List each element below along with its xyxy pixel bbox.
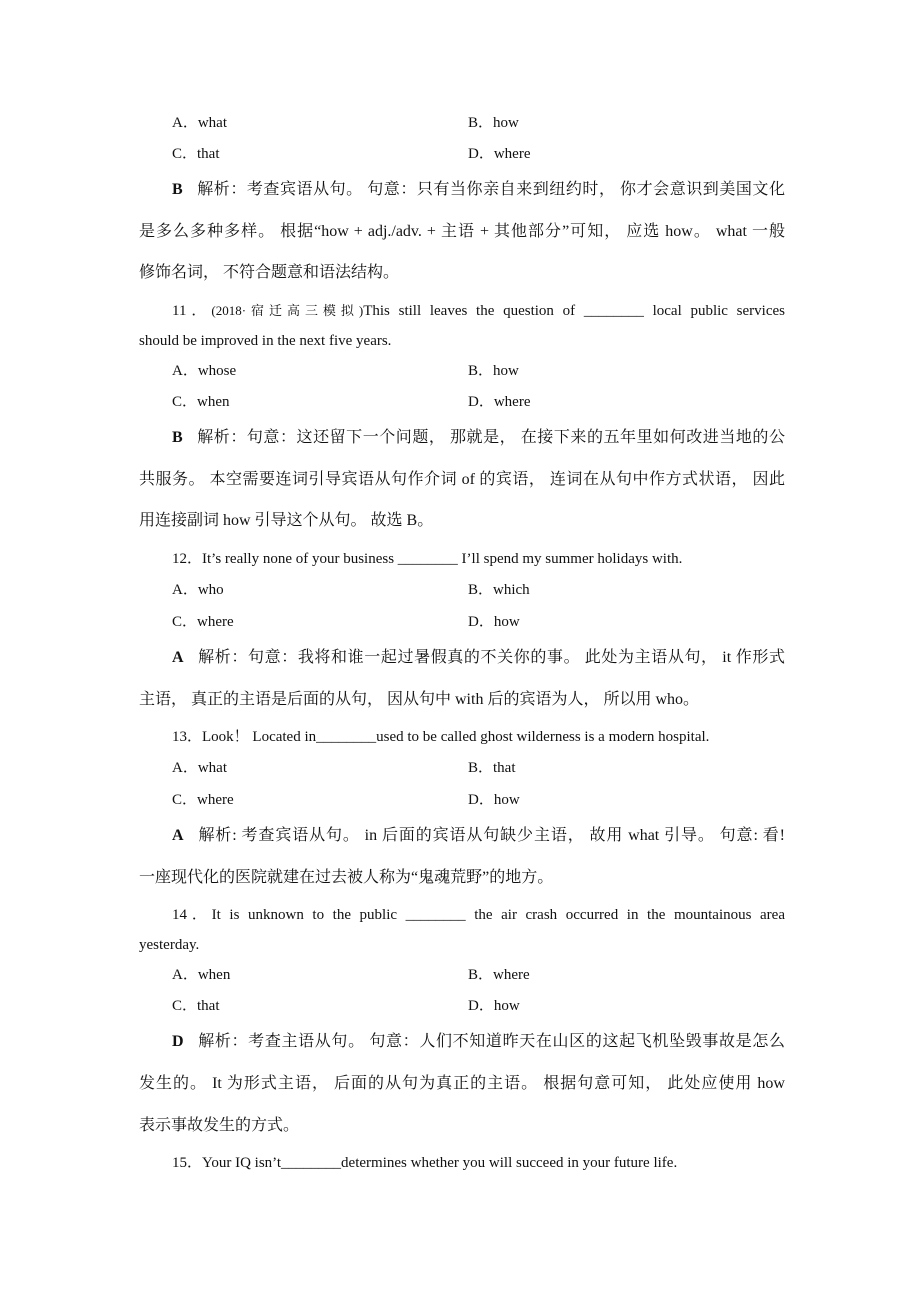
q11-analysis-line: 共服务。 本空需要连词引导宾语从句作介词 of 的宾语， 连词在从句中作方式状语， 因此 [139,471,785,488]
q15-stem: 15．Your IQ isn’t________determines whether you will succeed in your future life. [172,1155,678,1171]
q12-option-c: C．where [172,614,234,630]
analysis-text: 解析：句意：我将和谁一起过暑假真的不关你的事。 此处为主语从句， it 作形式 [197,649,785,666]
q11-answer: B [172,429,183,446]
q10-option-a: A．what [172,115,227,131]
q11-option-c: C．when [172,394,230,410]
analysis-text: 解析：句意：这还留下一个问题， 那就是， 在接下来的五年里如何改进当地的公 [196,429,785,446]
q10-option-b: B．how [468,115,519,131]
q13-analysis-line [172,826,785,846]
question-number: 11． [172,303,212,319]
q11-option-b: B．how [468,363,519,379]
q14-stem: 14．It is unknown to the public ________ the air crash occurred in the mountainous area [172,907,785,923]
q14-analysis-line: 表示事故发生的方式。 [139,1117,300,1134]
q14-option-d: D．how [468,998,520,1014]
q14-option-c: C．that [172,998,220,1014]
q14-option-b: B．where [468,967,530,983]
q13-option-c: C．where [172,792,234,808]
question-source: (2018·宿迁高三模拟) [211,303,364,318]
q13-option-a: A．what [172,760,227,776]
q13-answer: A [172,827,184,844]
q14-analysis-line: 发生的。 It 为形式主语， 后面的从句为真正的主语。 根据句意可知， 此处应使用 how [139,1075,785,1092]
analysis-text: 解析：考查主语从句。 句意：人们不知道昨天在山区的这起飞机坠毁事故是怎么 [197,1033,785,1050]
q11-stem [172,301,785,321]
q12-analysis-line [172,648,785,668]
q13-option-d: D．how [468,792,520,808]
q14-stem-line: yesterday. [139,937,200,953]
q12-analysis-line: 主语， 真正的主语是后面的从句， 因从句中 with 后的宾语为人， 所以用 who。 [139,691,700,708]
q14-analysis-line [172,1032,785,1052]
q11-analysis-line [172,428,785,448]
q13-stem: 13．Look！ Located in________used to be called ghost wilderness is a modern hospital. [172,729,710,745]
q11-option-d: D．where [468,394,531,410]
analysis-text: 解析: 考查宾语从句。 in 后面的宾语从句缺少主语， 故用 what 引导。 句意: 看! [197,827,785,844]
q11-analysis-line: 用连接副词 how 引导这个从句。 故选 B。 [139,512,434,529]
q10-analysis-line: 修饰名词， 不符合题意和语法结构。 [139,264,400,281]
q10-analysis-line: 是多么多种多样。 根据“how + adj./adv. + 主语 + 其他部分”可知， 应选 how。 what 一般 [139,223,785,240]
q12-option-d: D．how [468,614,520,630]
q12-option-a: A．who [172,582,224,598]
q10-option-c: C．that [172,146,220,162]
q14-answer: D [172,1033,184,1050]
q12-stem: 12．It’s really none of your business ________ I’ll spend my summer holidays with. [172,551,683,567]
analysis-text: 解析：考查宾语从句。 句意：只有当你亲自来到纽约时， 你才会意识到美国文化 [196,181,785,198]
q14-option-a: A．when [172,967,231,983]
q11-stem-line: should be improved in the next five years. [139,333,392,349]
q10-option-d: D．where [468,146,531,162]
q12-answer: A [172,649,184,666]
q12-option-b: B．which [468,582,530,598]
q10-analysis-line [172,180,785,200]
stem-text: This still leaves the question of ________ local public services [363,303,785,319]
q10-answer: B [172,181,183,198]
q11-option-a: A．whose [172,363,237,379]
q13-analysis-line: 一座现代化的医院就建在过去被人称为“鬼魂荒野”的地方。 [139,869,554,886]
q13-option-b: B．that [468,760,516,776]
